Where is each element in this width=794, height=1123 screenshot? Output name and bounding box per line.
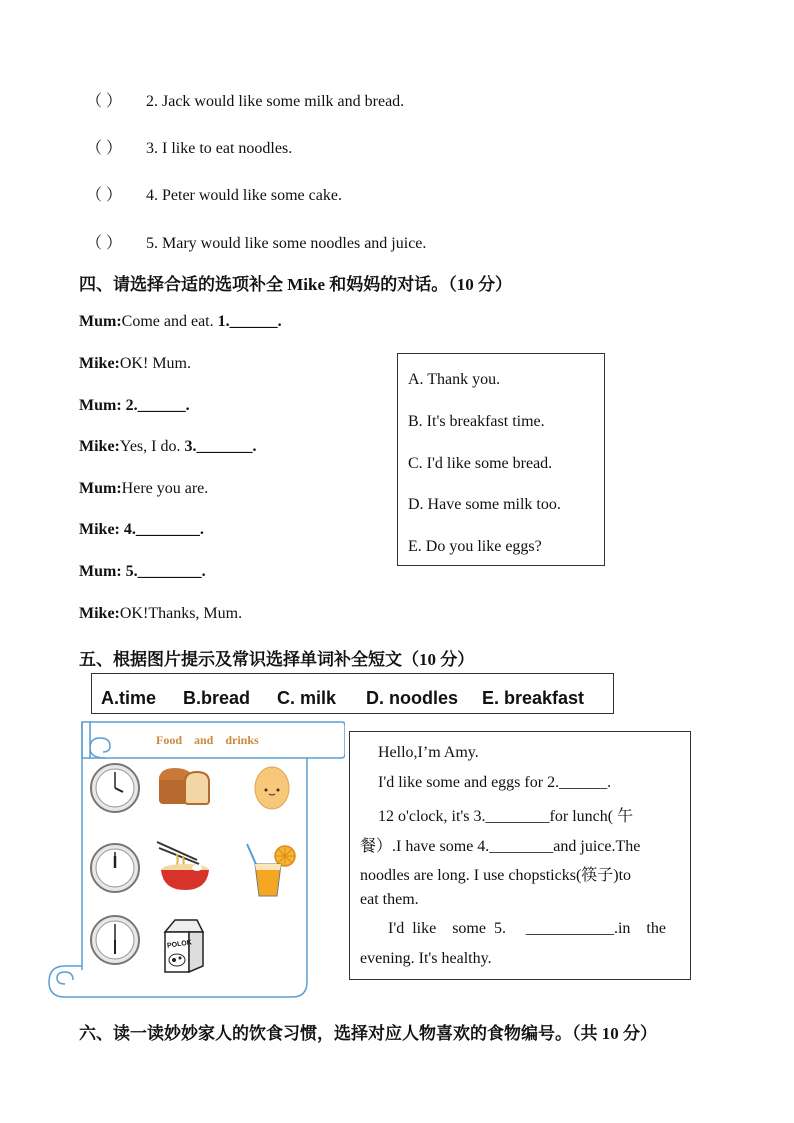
passage-line: evening. It's healthy. (360, 950, 492, 967)
judge-item (86, 135, 292, 158)
dialogue-text: Here you are. (121, 480, 209, 497)
speaker: Mike: (79, 355, 120, 372)
word-bank-item: A.time (101, 688, 157, 708)
speaker: Mum: (79, 313, 122, 330)
dialogue-text: OK!Thanks, Mum. (119, 605, 243, 622)
dialogue-text: Yes, I do. (119, 438, 185, 455)
passage-line: 餐）.I have some 4.________and juice.The (360, 838, 641, 855)
passage-line: I'd like some and eggs for 2.______. (378, 774, 612, 791)
word-bank-item: D. noodles (366, 688, 459, 708)
passage-box (349, 731, 691, 980)
option-e: E. Do you like eggs? (408, 538, 542, 555)
judge-item-text: 4. Peter would like some cake. (146, 187, 342, 204)
dialogue-line (79, 313, 282, 331)
section-6-heading: 六、读一读妙妙家人的饮食习惯，选择对应人物喜欢的食物编号。（共 10 分） (79, 1024, 657, 1043)
option-c: C. I'd like some bread. (408, 455, 553, 472)
dialogue-text: Come and eat. (121, 313, 218, 330)
speaker: Mike: (79, 438, 120, 455)
speaker: Mike: (79, 521, 124, 538)
judge-item-text: 5. Mary would like some noodles and juice. (146, 235, 427, 252)
judge-item (86, 230, 426, 253)
speaker: Mum: (79, 563, 126, 580)
answer-paren[interactable]: （ ） (86, 93, 123, 110)
juice-icon (241, 842, 297, 898)
dialogue-text: OK! Mum. (119, 355, 191, 372)
speaker: Mum: (79, 480, 122, 497)
word-bank-item: C. milk (277, 688, 337, 708)
bread-icon (155, 764, 213, 806)
passage-line: noodles are long. I use chopsticks(筷子)to (360, 867, 632, 884)
options-box (397, 353, 605, 566)
speaker: Mike: (79, 605, 120, 622)
dialogue-line (79, 438, 256, 456)
dialogue-line (79, 397, 190, 415)
judge-item-text: 2. Jack would like some milk and bread. (146, 93, 405, 110)
section-4-heading: 四、请选择合适的选项补全 Mike 和妈妈的对话。（10 分） (79, 275, 513, 294)
speaker: Mum: (79, 397, 126, 414)
dialogue-line (79, 355, 191, 373)
word-bank-item: E. breakfast (482, 688, 585, 708)
food-and-drinks-scroll (45, 720, 345, 1000)
dialogue-line (79, 521, 204, 539)
answer-paren[interactable]: （ ） (86, 187, 123, 204)
answer-blank[interactable]: 5.________. (125, 563, 206, 580)
egg-icon (251, 762, 293, 810)
clock-icon (89, 842, 141, 894)
clock-icon (89, 762, 141, 814)
dialogue-line (79, 563, 206, 581)
dialogue-line (79, 605, 242, 623)
answer-blank[interactable]: 4.________. (123, 521, 204, 538)
judge-item (86, 88, 404, 111)
word-bank-item: B.bread (183, 688, 251, 708)
answer-blank[interactable]: 1.______. (217, 313, 282, 330)
milk-carton-label: POLOK (166, 939, 193, 950)
scroll-title: Food and drinks (156, 733, 259, 747)
answer-blank[interactable]: 3._______. (184, 438, 257, 455)
answer-paren[interactable]: （ ） (86, 140, 123, 157)
judge-item-text: 3. I like to eat noodles. (146, 140, 293, 157)
passage-line: 12 o'clock, it's 3.________for lunch( 午 (378, 808, 634, 825)
dialogue-line (79, 480, 208, 498)
passage-line: I'd like some 5. ___________.in the (388, 920, 666, 937)
section-5-heading: 五、根据图片提示及常识选择单词补全短文（10 分） (79, 650, 475, 669)
option-b: B. It's breakfast time. (408, 413, 545, 430)
answer-paren[interactable]: （ ） (86, 235, 123, 252)
answer-blank[interactable]: 2.______. (125, 397, 190, 414)
option-d: D. Have some milk too. (408, 496, 561, 513)
passage-line: eat them. (360, 891, 419, 908)
judge-item (86, 182, 342, 205)
clock-icon (89, 914, 141, 966)
word-bank (91, 673, 614, 714)
passage-line: Hello,I’m Amy. (378, 744, 479, 761)
option-a: A. Thank you. (408, 371, 501, 388)
noodles-icon (153, 838, 213, 894)
